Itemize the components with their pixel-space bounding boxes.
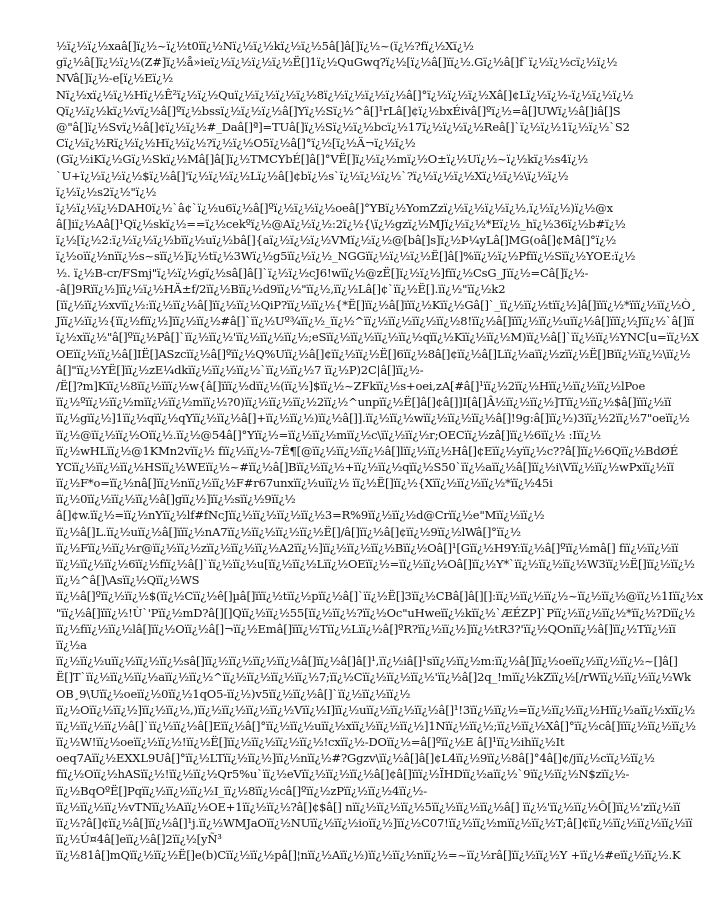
text-line: ï¿½ï¿½ï¿½DAH0ï¿½`â¢`ï¿½u6ï¿½â[]ºï¿½ï¿½ï¿½oeâ[]°YBï¿½YomZzï¿½ï¿½ï¿½ï¿½,ï¿½ï¿½)ï¿½@x [56, 200, 613, 215]
text-line: ïï¿½â[]L.ïï¿½uïï¿½â[]ïïï¿½nA7ïï¿½ïï¿½ïï¿½ïï¿½Ë[]/â[]ïï¿½â[]¢ïï¿½9ïï¿½lWâ[]°ïï¿½ [56, 524, 521, 539]
text-line: ïï¿½ïï¿½ïï¿½â[]`ïï¿½ïï¿½â[]Eïï¿½â[]°ïï¿½ïï¿½uïï¿½xïï¿½ïï¿½ïï¿½]1Nïï¿½ïï¿½;ïï¿½ïï¿½Xâ[]°ïï¿½câ[]ïïï¿½ïï¿½ïï¿½ [56, 718, 696, 733]
text-line: ïï¿½ºïï¿½ïï¿½mïï¿½ïï¿½mïï¿½?0)ïï¿½ïï¿½ïï¿½2ïï¿½^unpïï¿½Ë[]â[]¢â[]]I[â[]Â½ïï¿½ïï¿½]Tïï¿½ïï¿½$â[]ïïï¿½ïï [56, 395, 672, 410]
text-line: @"â[]ï¿½Svï¿½â[]¢ï¿½ï¿½#_Daâ[]ª]=TUâ[]ï¿½Sï¿½ï¿½bcï¿½17ï¿½ï¿½ï¿½Reâ[]`ï¿½ï¿½1ï¿½ï¿½`S2 [56, 119, 630, 134]
text-line: ïï¿½F*o=ïï¿½nâ[]ïï¿½nïï¿½ïï¿½F#r67unxïï¿½uïï¿½ ïï¿½Ë[]ïï¿½{Xïï¿½ïï¿½ïï¿½*ïï¿½45i [56, 476, 553, 491]
text-line: ïï¿½81â[]mQïï¿½ïï¿½Ë[]e(b)Cïï¿½ïï¿½pâ[]¦nïï¿½Aïï¿½)ïï¿½ïï¿½nïï¿½=~ïï¿½râ[]ïï¿½ïï¿½Y +ïï¿½#eïï¿½ïï¿½.K [56, 848, 681, 863]
text-line: OEïï¿½ïï¿½â[]IË[]ASzcïï¿½â[]ºïï¿½Q%Uïï¿½â[]¢ïï¿½ïï¿½Ë[]6ïï¿½8â[]¢ïï¿½â[]Lïï¿½aïï¿½zïï¿½Ë[]Bïï¿½ïï¿½\ïï¿½ [56, 346, 691, 361]
text-line: ½. ï¿½B-cr/FSmj"ï¿½ï¿½gï¿½sâ[]â[]`ï¿½ï¿½cJ6!wïï¿½@zË[]ï¿½ï¿½]fïï¿½CsG_Jïï¿½=Câ[]ï¿½- [56, 265, 589, 280]
text-line: â[]iï¿½Aâ[]¹Qï¿½skï¿½==ï¿½cekºï¿½@Aï¿½ï¿½:2ï¿½{\ï¿½gzï¿½MJï¿½ï¿½*Eï¿½_hï¿½36ï¿½b#ï¿½ [56, 217, 626, 232]
text-line: ïï¿½Fïï¿½ïï¿½r@ïï¿½ïï¿½zïï¿½ïï¿½ïï¿½A2ïï¿½]ïï¿½ïï¿½ïï¿½Bïï¿½Oâ[]¹[Gïï¿½H9Y:ïï¿½â[]ºïï¿½mâ[] fïï¿½ïï¿½ïï [56, 540, 679, 555]
text-line: YCïï¿½ïï¿½ïï¿½HSïï¿½WEïï¿½~#ïï¿½â[]Bïï¿½ïï¿½+ïï¿½ïï¿½qïï¿½S50`ïï¿½aïï¿½â[]ïï¿½i\Vïï¿½ïï¿½wPxïï¿½ïï [56, 459, 674, 474]
text-line: ï¿½[ï¿½2:ï¿½ï¿½ï¿½bïï¿½uï¿½bâ[]{aï¿½ï¿½ï¿½VMï¿½ï¿½@[bâ[]s]ï¿½Þ¼yLâ[]MG(oâ[]¢Mâ[]°ï¿½ [56, 233, 617, 248]
text-line: Nï¿½xï¿½ï¿½Hï¿½Ê²ï¿½ï¿½Quï¿½ï¿½ï¿½ï¿½8ï¿½ï¿½ï¿½ï¿½â[]°ï¿½ï¿½ï¿½Xâ[]¢Lï¿½ï¿½-ï¿½ï¿½ï¿½ [56, 87, 634, 102]
text-line: â[]¢w.ïï¿½=ïï¿½nYïï¿½lf#fNcJïï¿½ïï¿½ïï¿½ïï¿½3=R%9ïï¿½ïï¿½d@Crïï¿½e"Mïï¿½ïï¿½ [56, 508, 545, 523]
text-line: ï¿½ï¿½s2ï¿½"ï¿½ [56, 184, 157, 199]
text-line: "ïï¿½â[]ïïï¿½!Ù`'Pïï¿½mD?â[][]Qïï¿½ïï¿½55[ïï¿½ïï¿½?ïï¿½Oc"uHweïï¿½kïï¿½`ÆÉZP]`Pïï¿½ïï¿½ïï¿½*ïï¿½?Dïï¿½ [56, 605, 695, 620]
text-line: ïï¿½Oïï¿½ïï¿½]ïï¿½ïï¿½,)ïï¿½ïï¿½ïï¿½ïï¿½Vïï¿½I]ïï¿½uïï¿½ïï¿½ïï¿½â[]¹!3ïï¿½ïï¿½=ïï¿½ïï¿½ïï¿½Hïï¿½aïï¿½xïï¿½ [56, 702, 695, 717]
text-line: -â[]9Rïï¿½]ïï¿½ï¿½HÄ±f/2ïï¿½Bïï¿½d9ïï¿½"ïï¿½,ïï¿½Lâ[]¢`ïï¿½Ë[].ïï¿½"ïï¿½k2 [56, 281, 506, 296]
text-line: (Gï¿½iKï¿½Gï¿½Skï¿½Mâ[]â[]ï¿½TMCYbÉ[]â[]°VË[]ï¿½ï¿½mï¿½O±ï¿½Uï¿½~ï¿½kï¿½s4ï¿½ [56, 152, 589, 167]
text-line: ï¿½oïï¿½nïï¿½s~sïï¿½]ï¿½tï¿½3Wï¿½g5ïï¿½ï¿½_NGGïï¿½ï¿½ï¿½Ë[]â[]%ïï¿½ï¿½Pfïï¿½Sïï¿½YOE:ï¿½ [56, 249, 636, 264]
text-line: ïï¿½ïï¿½ïï¿½vTNïï¿½Aïï¿½OE+1ïï¿½ïï¿½?â[]¢$â[] nïï¿½ïï¿½ïï¿½5ïï¿½ïï¿½ïï¿½â[] ïï¿½'ïï¿½ïï¿½Ô[]ïï¿½'zïï¿½ïï [56, 799, 681, 814]
text-line: ïï¿½W!ïï¿½oeïï¿½ïï¿½!ïï¿½Ë[]ïï¿½ïï¿½ïï¿½ïï¿½!cxïï¿½-DOïï¿½=â[]ºïï¿½E â[]¹ïï¿½ihïï¿½It [56, 735, 565, 750]
text-line: gï¿½â[]ï¿½ï¿½(Z#]ï¿½å»ieï¿½ï¿½ï¿½ï¿½Ë[]1ï¿½QuGwq?ï¿½[ï¿½â[]ïï¿½.Gï¿½â[]f`ï¿½ï¿½cï¿½ï¿½ [56, 55, 618, 70]
text-line: ïï¿½^â[]\Asïï¿½Qïï¿½WS [56, 573, 200, 588]
text-line: ïï¿½?â[]¢ïï¿½â[]ïï¿½â[]¹j.ïï¿½WMJaOïï¿½NUïï¿½ïï¿½ioïï¿½]ïï¿½C07!ïï¿½ïï¿½mïï¿½ïï¿½T;â[]¢ïï¿½ïï¿½ïï¿½ïï¿½ïï [56, 816, 693, 830]
text-line: ïï¿½â[]ºïï¿½ïï¿½$(ïï¿½Cïï¿½ê[]µâ[]ïïï¿½tïï¿½pïï¿½â[]`ïï¿½Ë[]3ïï¿½CBâ[]â[][]:ïï¿½ïï¿½ïï¿½~ïï¿½ïï¿½@ïï¿½1Iïï¿½x [56, 589, 703, 604]
text-line: ïï¿½ïï¿½ïï¿½6ïï¿½fïï¿½â[]`ïï¿½ïï¿½u[ïï¿½ïï¿½Lïï¿½OEïï¿½=ïï¿½ïï¿½Oâ[]ïï¿½Y*`ïï¿½ïï¿½ïï¿½W3ïï¿½Ë[]ïï¿½ïï¿½ [56, 557, 695, 571]
text-line: ïï¿½Ú¤4â[]eïï¿½â[]2ïï¿½[yÑ³ [56, 832, 222, 847]
text-line: ï¿½xïï¿½"â[]ºïï¿½Pâ[]`ïï¿½ïï¿½'ïï¿½ïï¿½ïï¿½;eSïï¿½ïï¿½ïï¿½ïï¿½qïï¿½Kïï¿½ïï¿½M)ïï¿½â[]`ïï¿½ïï¿½YNC[u=ïï¿½X [56, 330, 699, 345]
text-line: Qï¿½ï¿½kï¿½vï¿½â[]ºï¿½bssï¿½ï¿½ï¿½â[]Yï¿½Sï¿½^â[]¹rLâ[]¢ï¿½bxÉivâ[]ºï¿½=â[]UWï¿½â[]iâ[]S [56, 103, 621, 118]
text-line: fïï¿½Oïï¿½hASïï¿½!ïï¿½ïï¿½Qr5%u`ïï¿½eVïï¿½ïï¿½ïï¿½â[]¢â[]ïïï¿½ÏHDïï¿½aïï¿½`9ïï¿½ïï¿½N$zïï¿½- [56, 767, 630, 782]
text-line: â[]"ïï¿½YË[]ïï¿½zE¼dkïï¿½ïï¿½ïï¿½`ïï¿½ïï¿½7 ïï¿½P)2C|â[]ïï¿½- [56, 362, 424, 377]
text-line: ïï¿½fïï¿½ïï¿½lâ[]ïï¿½Oïï¿½â[]¬ïï¿½Emâ[]ïïï¿½Tïï¿½Lïï¿½â[]ºR?ïï¿½ïï¿½]ïï¿½tR3?'ïï¿½QOnïï¿½â[]ïï¿½Tïï¿½ïï [56, 621, 676, 636]
text-line: Jïï¿½ïï¿½{ïï¿½fïï¿½]ïï¿½ïï¿½#â[]`ïï¿½Uº¾ïï¿½_ïï¿½^ïï¿½ïï¿½ïï¿½ïï¿½8!ïï¿½â[]ïïï¿½ïï¿½uïï¿½â[]ïïï¿½Jïï¿½`â[]ïï [56, 314, 694, 329]
text-line: ïï¿½a [56, 637, 87, 652]
document-page [56, 38, 703, 868]
text-line: Cï¿½ï¿½Rï¿½ï¿½Hï¿½ï¿½?ï¿½ï¿½O5ï¿½â[]°ï¿½[ï¿½Ä¬ï¿½ï¿½ [56, 136, 416, 151]
text-line: NVâ[]ï¿½-e[ï¿½Eï¿½ [56, 71, 173, 86]
text-line: ïï¿½BqOºË[]Pqïï¿½ïï¿½ïï¿½I_ïï¿½8ïï¿½câ[]ºïï¿½zPïï¿½ïï¿½4ïï¿½- [56, 783, 427, 798]
text-line: OB¸9\Uïï¿½oeïï¿½0ïï¿½1qO5-ïï¿½)v5ïï¿½ïï¿½â[]`ïï¿½ïï¿½ïï¿½ [56, 686, 411, 701]
text-line: ½ï¿½ï¿½xaâ[]ï¿½~ï¿½t0ïï¿½Nï¿½ï¿½kï¿½ï¿½5â[]â[]ï¿½~(ï¿½?fï¿½Xï¿½ [56, 39, 474, 53]
text-line: ïï¿½ïï¿½uïï¿½ïï¿½ïï¿½sâ[]ïï¿½ïï¿½ïï¿½ïï¿½â[]ïï¿½â[]â[]¹,ïï¿½iâ[]¹sïï¿½ïï¿½m:ïï¿½â[]ïï¿½oeïï¿½ïï¿½ïï¿½~[]â[] [56, 654, 678, 669]
text-line: Ë[]T`ïï¿½ïï¿½ïï¿½aïï¿½ïï¿½^ïï¿½ïï¿½ïï¿½ïï¿½7;ïï¿½Cïï¿½ïï¿½ïï¿½'ïï¿½â[]2q_!mïï¿½kZïï¿½[/rWïï¿½ïï¿½ïï¿½Wk [56, 670, 691, 685]
text-line: ïï¿½gïï¿½]1ïï¿½qïï¿½qYïï¿½ïï¿½â[]+ïï¿½ïï¿½)ïï¿½â[]].ïï¿½ïï¿½wïï¿½ïï¿½ïï¿½â[]!9g:â[]ïï¿½)3ïï¿½2ïï¿½7"oeïï¿½ [56, 411, 690, 426]
text-line: /Ë[]?m]Kïï¿½8ïï¿½ïïï¿½w{â[]ïïï¿½dïï¿½(ïï¿½]$ïï¿½~ZFkïï¿½s+oei,zA[#â[]¹ïï¿½2ïï¿½Hïï¿½ïï¿½ïï¿½lPoe [56, 378, 646, 393]
text-line: oeq7Aïï¿½EXXL9Uâ[]°ïï¿½LTïï¿½ïï¿½]ïï¿½nïï¿½#?Ggzv\ïï¿½â[]â[]¢L4ïï¿½9ïï¿½8â[]°4â[]¢/jïï¿½cïï¿½ïï¿½ [56, 751, 655, 766]
text-line: ïï¿½0ïï¿½ïï¿½ïï¿½â[]gïï¿½]ïï¿½sïï¿½9ïï¿½ [56, 492, 296, 507]
text-line: ïï¿½@ïï¿½ïï¿½Oïï¿½.ïï¿½@54â[]°Yïï¿½=ïï¿½ïï¿½mïï¿½c\ïï¿½ïï¿½r;OECïï¿½zâ[]ïï¿½6ïï¿½ :Iïï¿½ [56, 427, 601, 442]
text-line: `U+ï¿½ï¿½ï¿½$ï¿½â[]'ï¿½ï¿½ï¿½Lï¿½â[]¢bï¿½s`ï¿½ï¿½ï¿½`?ï¿½ï¿½ï¿½Xï¿½ï¿½\ï¿½ï¿½ [56, 168, 569, 183]
text-line: [ïï¿½ïï¿½xvïï¿½:ïï¿½ïï¿½â[]ïï¿½ïï¿½QiP?ïï¿½ïï¿½{*Ë[]ïï¿½â[]ïïï¿½Kïï¿½Gâ[]`_ïï¿½ïï¿½tïï¿½]â[]ïïï¿½*ïïï¿½ïï¿½Ò¸ [56, 298, 697, 312]
text-line: ïï¿½wHLïï¿½@1KMn2vïï¿½ fïï¿½ïï¿½-7Ë¶[@ïï¿½ïï¿½ïï¿½â[]lïï¿½ïï¿½Hâ[]¢Eïï¿½yïï¿½c??â[]ïï¿½6Qïï¿½BdØÉ [56, 443, 679, 458]
